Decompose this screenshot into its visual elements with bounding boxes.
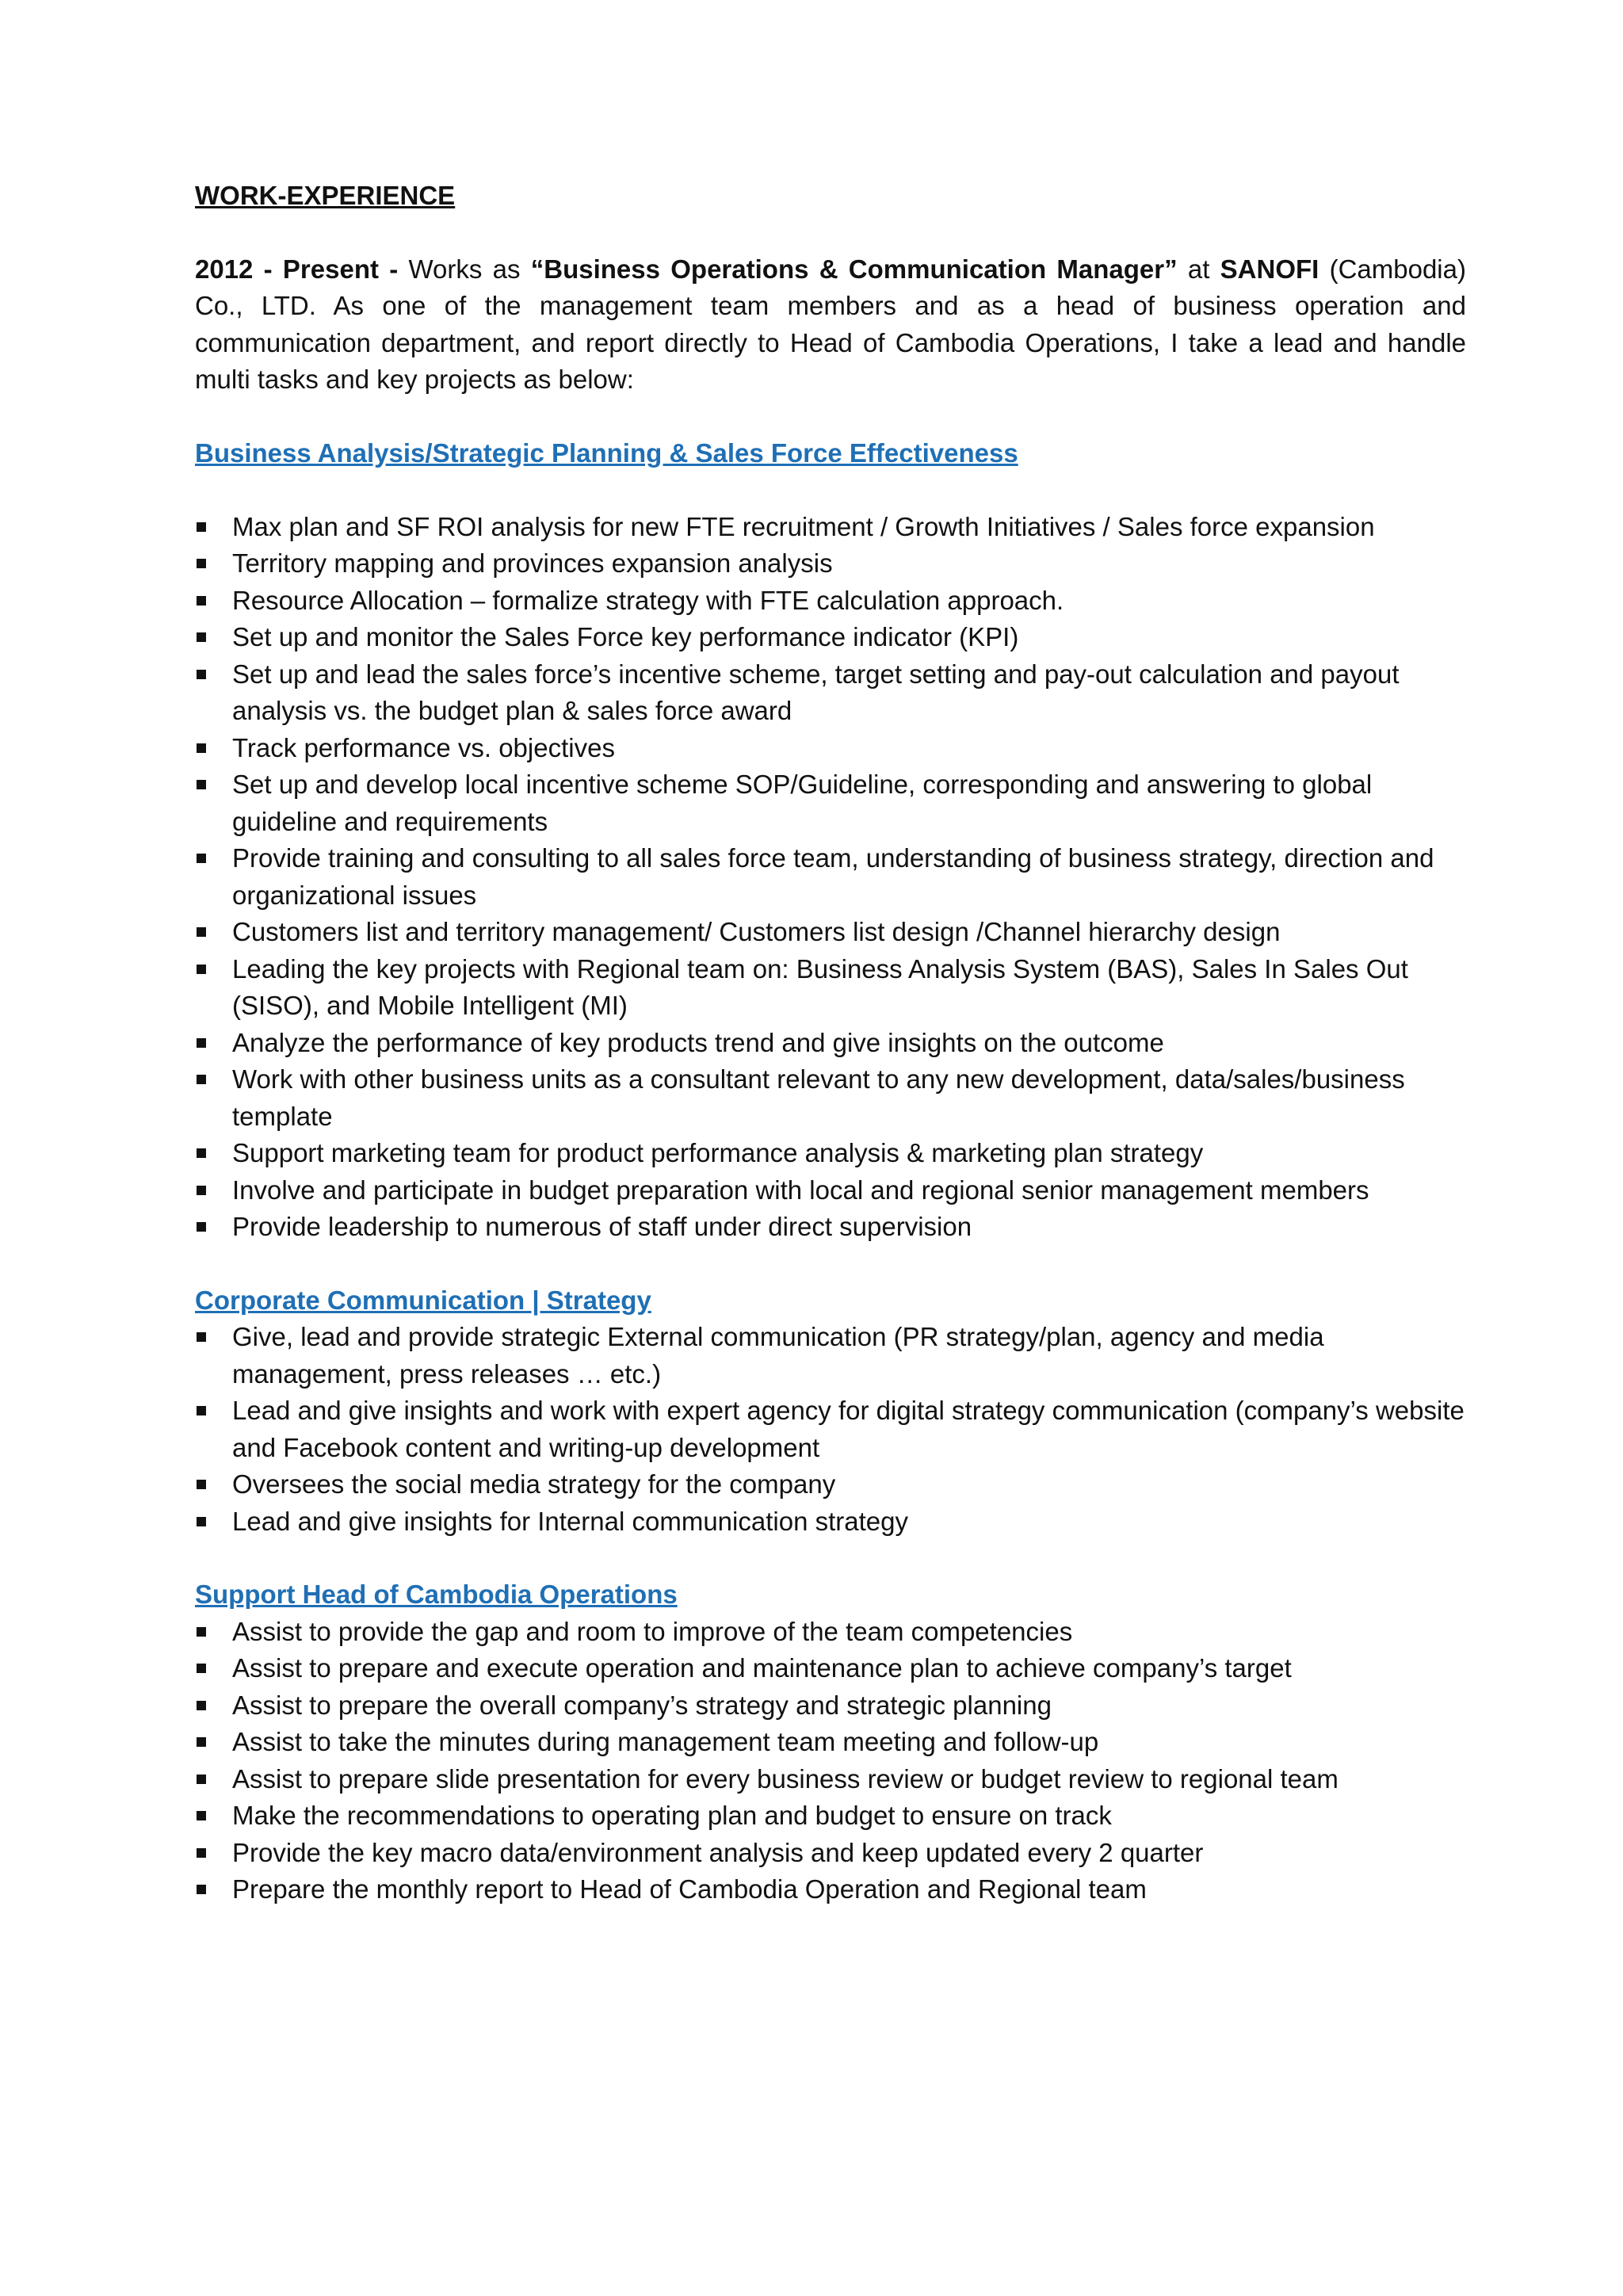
list-item: Work with other business units as a consultant relevant to any new development, data/sales/business template (195, 1061, 1466, 1135)
list-item: Assist to provide the gap and room to improve of the team competencies (195, 1614, 1466, 1651)
square-bullet-icon (197, 965, 206, 974)
list-item: Lead and give insights and work with expert agency for digital strategy communication (company’s website and Facebook content and writing-up development (195, 1392, 1466, 1466)
list-item: Analyze the performance of key products trend and give insights on the outcome (195, 1025, 1466, 1062)
intro-text-1: Works as (398, 254, 531, 284)
list-item: Oversees the social media strategy for the company (195, 1466, 1466, 1503)
list-item: Set up and lead the sales force’s incentive scheme, target setting and pay-out calculation and payout analysis vs. the budget plan & sales force award (195, 656, 1466, 730)
list-item: Support marketing team for product performance analysis & marketing plan strategy (195, 1135, 1466, 1172)
square-bullet-icon (197, 1332, 206, 1342)
list-item: Give, lead and provide strategic External communication (PR strategy/plan, agency and media management, press releases … etc.) (195, 1319, 1466, 1392)
list-item: Lead and give insights for Internal communication strategy (195, 1503, 1466, 1541)
square-bullet-icon (197, 559, 206, 568)
square-bullet-icon (197, 780, 206, 789)
square-bullet-icon (197, 1885, 206, 1894)
list-item: Assist to prepare the overall company’s strategy and strategic planning (195, 1687, 1466, 1725)
square-bullet-icon (197, 1627, 206, 1637)
section-title-corporate-communication: Corporate Communication | Strategy (195, 1285, 651, 1315)
square-bullet-icon (197, 927, 206, 937)
list-item: Resource Allocation – formalize strategy with FTE calculation approach. (195, 583, 1466, 620)
square-bullet-icon (197, 743, 206, 753)
corporate-communication-list (195, 1319, 1466, 1540)
list-item: Assist to prepare slide presentation for every business review or budget review to regional team (195, 1761, 1466, 1798)
list-item: Track performance vs. objectives (195, 730, 1466, 767)
square-bullet-icon (197, 1406, 206, 1415)
list-item: Provide the key macro data/environment analysis and keep updated every 2 quarter (195, 1835, 1466, 1872)
list-item: Prepare the monthly report to Head of Cambodia Operation and Regional team (195, 1871, 1466, 1908)
square-bullet-icon (197, 1517, 206, 1526)
square-bullet-icon (197, 1480, 206, 1489)
intro-paragraph (195, 251, 1466, 399)
square-bullet-icon (197, 632, 206, 642)
intro-text-3: (Cambodia) Co., LTD. As one of the management team members and as a head of business operation and communication department, and report directly to Head of Cambodia Operations, I take a lead and handle multi tasks and key projects as below: (195, 254, 1466, 394)
company-name: SANOFI (1220, 254, 1319, 284)
square-bullet-icon (197, 1038, 206, 1048)
square-bullet-icon (197, 1775, 206, 1784)
list-item: Assist to take the minutes during management team meeting and follow-up (195, 1724, 1466, 1761)
square-bullet-icon (197, 854, 206, 863)
square-bullet-icon (197, 1186, 206, 1195)
list-item: Max plan and SF ROI analysis for new FTE recruitment / Growth Initiatives / Sales force expansion (195, 509, 1466, 546)
square-bullet-icon (197, 1148, 206, 1158)
square-bullet-icon (197, 1811, 206, 1820)
resume-page (195, 178, 1466, 1908)
list-item: Leading the key projects with Regional team on: Business Analysis System (BAS), Sales In Sales Out (SISO), and Mobile Intelligent (MI) (195, 951, 1466, 1025)
list-item: Set up and develop local incentive scheme SOP/Guideline, corresponding and answering to global guideline and requirements (195, 766, 1466, 840)
square-bullet-icon (197, 1222, 206, 1232)
list-item: Assist to prepare and execute operation and maintenance plan to achieve company’s target (195, 1650, 1466, 1687)
support-head-operations-list (195, 1614, 1466, 1908)
job-title: “Business Operations & Communication Manager” (530, 254, 1178, 284)
list-item: Make the recommendations to operating plan and budget to ensure on track (195, 1797, 1466, 1835)
business-analysis-list (195, 509, 1466, 1246)
square-bullet-icon (197, 1848, 206, 1858)
section-title-business-analysis: Business Analysis/Strategic Planning & Sales Force Effectiveness (195, 437, 1018, 468)
employment-period: 2012 - Present - (195, 254, 399, 284)
section-title-support-head-operations: Support Head of Cambodia Operations (195, 1580, 678, 1609)
square-bullet-icon (197, 522, 206, 532)
square-bullet-icon (197, 1701, 206, 1710)
square-bullet-icon (197, 1737, 206, 1747)
intro-text-2: at (1177, 254, 1220, 284)
list-item: Customers list and territory management/ Customers list design /Channel hierarchy design (195, 914, 1466, 951)
square-bullet-icon (197, 1075, 206, 1084)
square-bullet-icon (197, 670, 206, 679)
section-heading: WORK-EXPERIENCE (195, 181, 456, 210)
list-item: Territory mapping and provinces expansion analysis (195, 545, 1466, 583)
list-item: Involve and participate in budget preparation with local and regional senior management members (195, 1172, 1466, 1209)
square-bullet-icon (197, 596, 206, 606)
list-item: Provide training and consulting to all sales force team, understanding of business strategy, direction and organizational issues (195, 840, 1466, 914)
list-item: Set up and monitor the Sales Force key performance indicator (KPI) (195, 619, 1466, 656)
square-bullet-icon (197, 1664, 206, 1673)
list-item: Provide leadership to numerous of staff under direct supervision (195, 1209, 1466, 1246)
